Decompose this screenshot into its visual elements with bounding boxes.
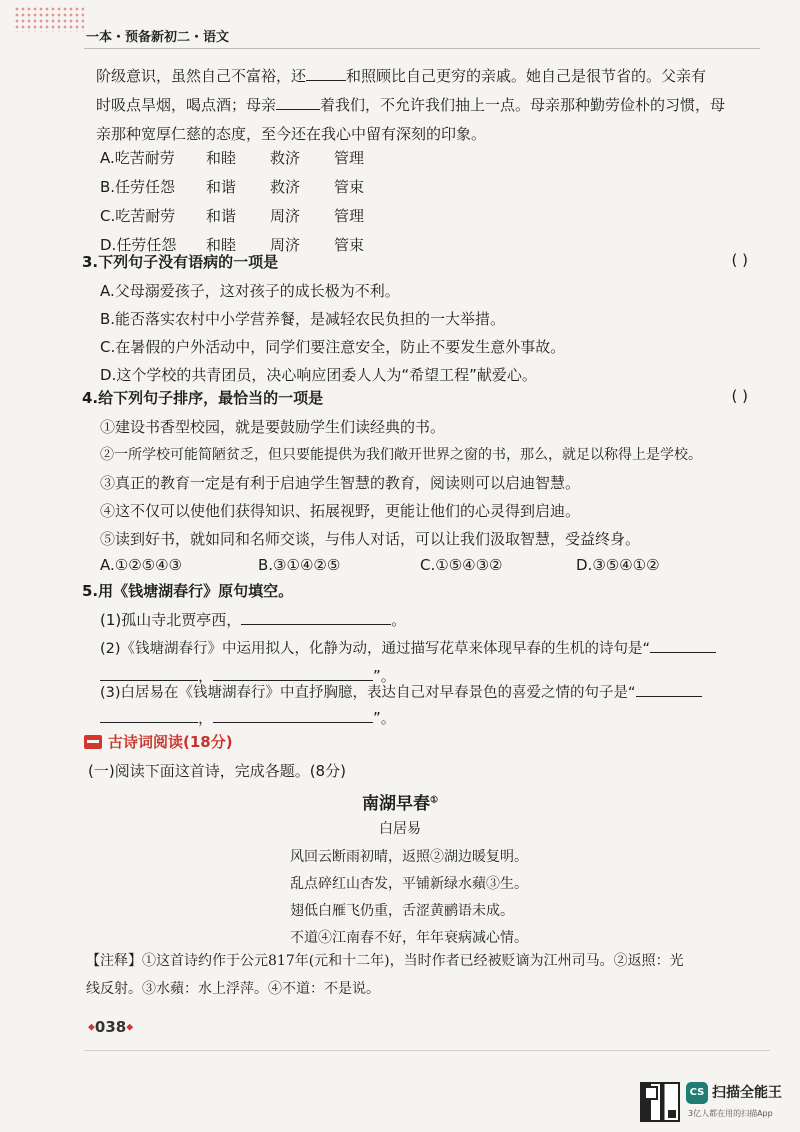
option-word: 和谐 [206, 178, 237, 196]
q2-option-c[interactable] [100, 201, 398, 230]
q5-item-3 [100, 680, 702, 702]
option-word: 救济 [270, 178, 301, 196]
q4-title: 4.给下列句子排序，最恰当的一项是 [82, 389, 324, 407]
q5-item-2-text: (2)《钱塘湖春行》中运用拟人，化静为动，通过描写花草来体现早春的生机的诗句是“ [100, 641, 651, 657]
section-subtitle: (一)阅读下面这首诗，完成各题。(8分) [88, 762, 346, 780]
option-word: 管束 [334, 178, 365, 196]
poem-line-2: 乱点碎红山杏发，平铺新绿水蘋③生。 [290, 876, 528, 892]
answer-blank[interactable] [306, 64, 346, 81]
q4-sentence-1: ①建设书香型校园，就是要鼓励学生们读经典的书。 [100, 418, 446, 436]
option-word: 管束 [334, 236, 365, 254]
option-word: 管理 [334, 149, 365, 167]
qr-code-icon [640, 1082, 680, 1122]
q4-answer-paren[interactable]: ( ) [731, 387, 748, 405]
punctuation: ， [198, 709, 214, 727]
diamond-icon: ◆ [126, 1022, 134, 1033]
footnote-marker: ① [429, 795, 439, 806]
option-word: 管理 [334, 207, 365, 225]
notes-line-1: 【注释】①这首诗约作于公元817年(元和十二年)，当时作者已经被贬谪为江州司马。②返照：光 [86, 953, 684, 969]
passage-text: 阶级意识，虽然自己不富裕，还 [96, 67, 307, 85]
answer-blank[interactable] [213, 706, 373, 723]
option-label: B.任劳任怨 [100, 178, 176, 196]
option-label: C.吃苦耐劳 [100, 207, 176, 225]
passage-line [96, 91, 756, 120]
book-icon [84, 735, 102, 749]
poem-author: 白居易 [379, 821, 421, 837]
section-title: 古诗词阅读(18分) [108, 733, 233, 751]
poem-line-1: 风回云断雨初晴，返照②湖边暖复明。 [290, 849, 528, 865]
option-word: 和睦 [206, 236, 237, 254]
answer-blank[interactable] [100, 664, 198, 681]
q4-choice-a[interactable]: A.①②⑤④③ [100, 556, 183, 574]
page-number-text: 038 [94, 1018, 127, 1036]
option-label: D.任劳任怨 [100, 236, 177, 254]
q2-option-b[interactable] [100, 172, 398, 201]
notes-line-2: 线反射。③水蘋：水上浮萍。④不道：不是说。 [86, 981, 380, 997]
q5-title: 5.用《钱塘湖春行》原句填空。 [82, 582, 294, 600]
q5-item-3-cont [100, 706, 396, 728]
punctuation: ”。 [373, 667, 396, 685]
header-decoration [14, 6, 84, 32]
answer-blank[interactable] [650, 636, 716, 653]
answer-blank[interactable] [636, 680, 702, 697]
option-word: 周济 [270, 236, 301, 254]
q5-item-2 [100, 636, 716, 658]
q4-sentence-5: ⑤读到好书，就如同和名师交谈，与伟人对话，可以让我们汲取智慧，受益终身。 [100, 530, 641, 548]
q5-item-1 [100, 608, 406, 630]
q5-item-1-text: (1)孤山寺北贾亭西， [100, 611, 242, 629]
q4-choice-d[interactable]: D.③⑤④①② [576, 556, 660, 574]
header-title: 一本・预备新初二・语文 [86, 30, 230, 45]
section-heading [84, 731, 233, 752]
footer-divider [84, 1050, 770, 1051]
camscanner-logo: CS [686, 1082, 708, 1104]
passage-line [96, 62, 756, 91]
answer-blank[interactable] [276, 93, 320, 110]
punctuation: ， [198, 667, 214, 685]
q3-option-b[interactable]: B.能否落实农村中小学营养餐，是减轻农民负担的一大举措。 [100, 310, 506, 328]
poem-line-4: 不道④江南春不好，年年衰病减心情。 [290, 930, 528, 946]
poem-line-3: 翅低白雁飞仍重，舌涩黄鹂语未成。 [290, 903, 514, 919]
scanner-tagline: 3亿人都在用的扫描App [688, 1109, 773, 1118]
q4-sentence-4: ④这不仅可以使他们获得知识、拓展视野，更能让他们的心灵得到启迪。 [100, 502, 581, 520]
answer-blank[interactable] [100, 706, 198, 723]
q5-item-3-text: (3)白居易在《钱塘湖春行》中直抒胸臆，表达自己对早春景色的喜爱之情的句子是“ [100, 685, 636, 701]
option-word: 和谐 [206, 207, 237, 225]
answer-blank[interactable] [241, 608, 391, 625]
page-number [88, 1018, 133, 1036]
option-label: A.吃苦耐劳 [100, 149, 175, 167]
option-word: 救济 [270, 149, 301, 167]
q4-choice-b[interactable]: B.③①④②⑤ [258, 556, 341, 574]
punctuation: 。 [391, 611, 407, 629]
passage-line: 亲那种宽厚仁慈的态度，至今还在我心中留有深刻的印象。 [96, 125, 487, 143]
header-divider [84, 48, 760, 49]
passage-text: 和照顾比自己更穷的亲戚。她自己是很节省的。父亲有 [346, 67, 707, 85]
punctuation: ”。 [373, 709, 396, 727]
passage [96, 62, 756, 149]
q3-title: 3.下列句子没有语病的一项是 [82, 253, 279, 271]
q3-option-d[interactable]: D.这个学校的共青团员，决心响应团委人人为“希望工程”献爱心。 [100, 366, 537, 384]
q2-option-a[interactable] [100, 143, 398, 172]
poem-title [0, 789, 800, 814]
q4-sentence-3: ③真正的教育一定是有利于启迪学生智慧的教育，阅读则可以启迪智慧。 [100, 474, 581, 492]
q3-option-c[interactable]: C.在暑假的户外活动中，同学们要注意安全，防止不要发生意外事故。 [100, 338, 566, 356]
q3-option-a[interactable]: A.父母溺爱孩子，这对孩子的成长极为不利。 [100, 282, 400, 300]
scanner-app-name: 扫描全能王 [712, 1085, 782, 1101]
q2-options [100, 143, 398, 259]
passage-text: 时吸点旱烟，喝点酒；母亲 [96, 96, 277, 114]
passage-text: 着我们，不允许我们抽上一点。母亲那种勤劳俭朴的习惯，母 [320, 96, 726, 114]
answer-blank[interactable] [213, 664, 373, 681]
diamond-icon: ◆ [88, 1022, 95, 1033]
option-word: 周济 [270, 207, 301, 225]
option-word: 和睦 [206, 149, 237, 167]
q3-answer-paren[interactable]: ( ) [731, 251, 748, 269]
poem-title-text: 南湖早春 [361, 794, 430, 814]
q4-choice-c[interactable]: C.①⑤④③② [420, 556, 503, 574]
q4-sentence-2: ②一所学校可能简陋贫乏，但只要能提供为我们敞开世界之窗的书，那么，就足以称得上是学校。 [100, 447, 702, 463]
